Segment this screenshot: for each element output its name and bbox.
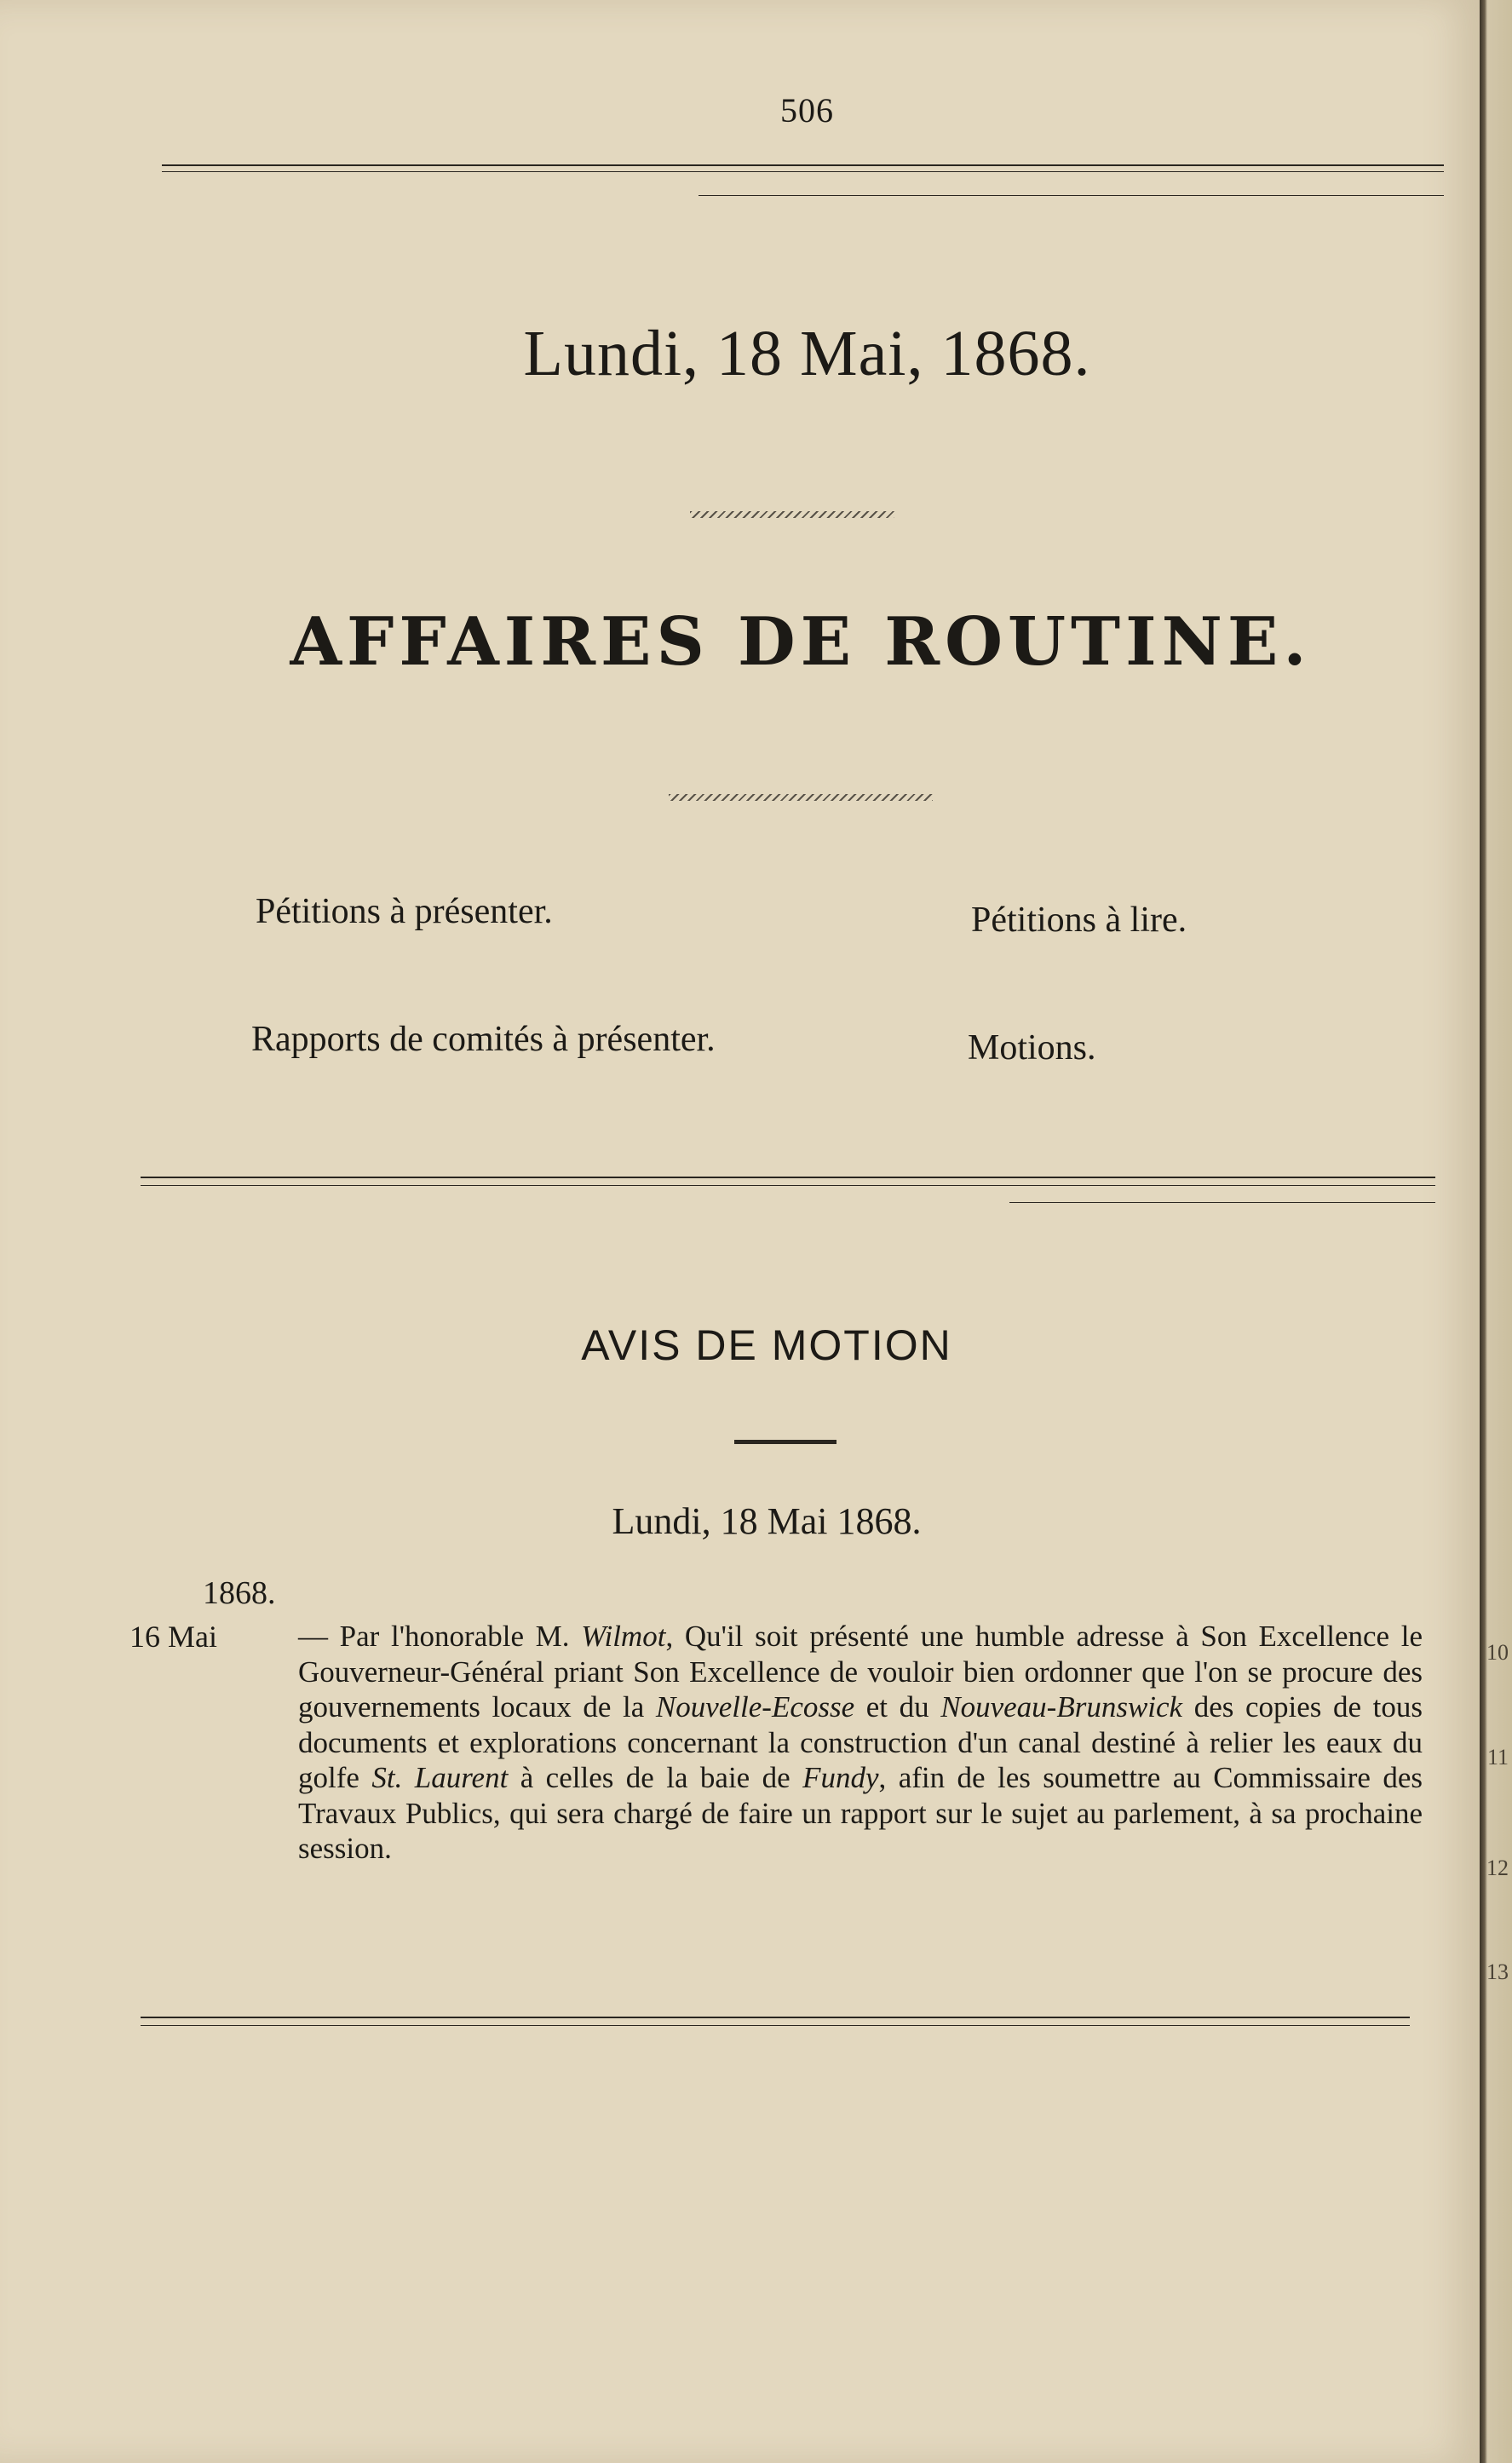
place-name: St. Laurent <box>371 1761 509 1794</box>
section-rule-2 <box>141 1185 1435 1186</box>
item-rapports: Rapports de comités à présenter. <box>251 1020 716 1059</box>
motion-text-part: et du <box>854 1690 941 1724</box>
place-name: Fundy <box>802 1761 879 1794</box>
mover-name: Wilmot <box>581 1620 666 1653</box>
margin-number: 10 <box>1486 1640 1509 1665</box>
top-rule-2 <box>162 171 1444 172</box>
place-name: Nouveau-Brunswick <box>940 1690 1183 1724</box>
margin-number: 11 <box>1486 1745 1509 1770</box>
bottom-rule-2 <box>141 2025 1410 2026</box>
routine-heading: AFFAIRES DE ROUTINE. <box>290 603 1312 681</box>
section-rule-3 <box>1009 1202 1435 1203</box>
top-rule <box>162 164 1444 166</box>
margin-number: 13 <box>1486 1959 1509 1984</box>
top-rule-3 <box>699 195 1444 196</box>
ornament-squiggle-2 <box>669 794 933 801</box>
entry-date: 16 Mai <box>129 1620 217 1654</box>
item-petitions-presenter: Pétitions à présenter. <box>256 892 553 931</box>
page-number: 506 <box>780 91 834 129</box>
motion-text-part: à celles de la baie de <box>508 1761 803 1794</box>
avis-heading: AVIS DE MOTION <box>581 1321 952 1369</box>
date-title: Lundi, 18 Mai, 1868. <box>523 318 1091 389</box>
motion-text-part: — Par l'honorable M. <box>298 1620 582 1653</box>
avis-date: Lundi, 18 Mai 1868. <box>612 1500 922 1542</box>
place-name: Nouvelle-Ecosse <box>655 1690 855 1724</box>
section-rule <box>141 1177 1435 1178</box>
entry-year: 1868. <box>203 1575 276 1611</box>
motion-text-part: , Qu'il soit présenté une humble adresse à Son Excellence le Gouverneur-Général priant Son Excellence de vouloir bien ordonner que l'on se procure des gouvernements locaux de la <box>298 1620 1423 1724</box>
bottom-rule <box>141 2017 1410 2018</box>
item-motions: Motions. <box>968 1028 1096 1067</box>
margin-number: 12 <box>1486 1856 1509 1880</box>
item-petitions-lire: Pétitions à lire. <box>971 901 1187 940</box>
ornament-squiggle <box>690 511 894 518</box>
motion-text <box>298 1619 1423 1867</box>
book-edge <box>1480 0 1512 2463</box>
motion-text-part: , afin de les soumettre au Commissaire des Travaux Publics, qui sera chargé de faire un rapport sur le sujet au parlement, à sa prochaine session. <box>298 1761 1423 1865</box>
short-rule <box>734 1440 836 1444</box>
motion-text-part: des copies de tous documents et explorations concernant la construction d'un canal destiné à relier les eaux du golfe <box>298 1690 1423 1794</box>
